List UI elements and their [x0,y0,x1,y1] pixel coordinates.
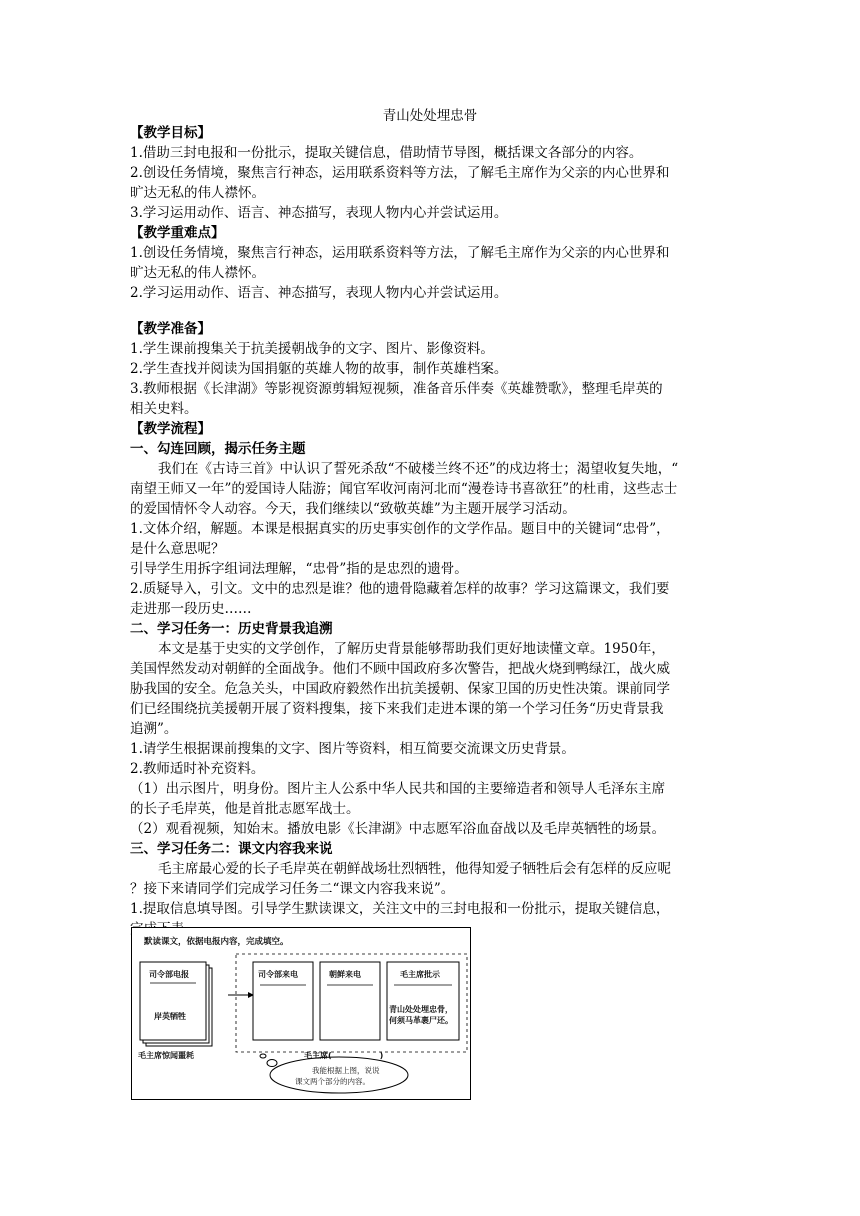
bubble-text-line2: 课文两个部分的内容。 [295,1077,370,1086]
text-line: 2.教师适时补充资料。 [130,761,265,777]
text-line: 2.质疑导入，引文。文中的忠烈是谁？他的遗骨隐藏着怎样的故事？学习这篇课文，我们要 [130,581,670,597]
text-line: （1）出示图片，明身份。图片主人公系中华人民共和国的主要缔造者和领导人毛泽东主席 [130,781,666,797]
text-line: 3.学习运用动作、语言、神态描写，表现人物内心并尝试运用。 [130,205,508,221]
plot-map-figure [131,927,471,1100]
section-heading: 【教学目标】 [130,125,211,141]
text-line: 2.学生查找并阅读为国捐躯的英雄人物的故事，制作英雄档案。 [130,361,508,377]
text-line: 毛主席最心爱的长子毛岸英在朝鲜战场壮烈牺牲，他得知爱子牺牲后会有怎样的反应呢 [158,861,671,877]
text-line: 1.创设任务情境，聚焦言行神态，运用联系资料等方法，了解毛主席作为父亲的内心世界和 [130,245,670,261]
caption-left: 毛主席惊闻噩耗 [138,1051,194,1060]
text-line: 们已经围绕抗美援朝开展了资料搜集，接下来我们走进本课的第一个学习任务“历史背景我 [130,701,664,717]
card4-body-line2: 何须马革裹尸还。 [389,1016,453,1025]
text-line: （2）观看视频，知始末。播放电影《长津湖》中志愿军浴血奋战以及毛岸英牺牲的场景。 [130,821,666,837]
text-line: 旷达无私的伟人襟怀。 [130,265,265,281]
figure-instruction: 默读课文，依据电报内容，完成填空。 [144,937,289,947]
text-line: 追溯”。 [130,721,178,737]
caption-mid: 毛主席( ) [304,1051,384,1060]
section-heading: 【教学重难点】 [130,225,225,241]
card1-title: 司令部电报 [149,970,189,979]
text-line: 本文是基于史实的文学创作，了解历史背景能够帮助我们更好地读懂文章。1950年， [158,641,665,657]
step-heading: 三、学习任务二：课文内容我来说 [130,841,333,857]
text-line: 的长子毛岸英，他是首批志愿军战士。 [130,801,360,817]
step-heading: 一、勾连回顾，揭示任务主题 [130,441,306,457]
step-heading: 二、学习任务一：历史背景我追溯 [130,621,333,637]
card4-body-line1: 青山处处埋忠骨， [389,1005,453,1014]
text-line: 1.文体介绍，解题。本课是根据真实的历史事实创作的文学作品。题目中的关键词“忠骨”， [130,521,670,537]
bubble-text-line1: 我能根据上图，说说 [312,1066,380,1075]
card1-body: 岸英牺牲 [154,1012,186,1021]
text-line: 是什么意思呢？ [130,541,225,557]
text-line: 2.学习运用动作、语言、神态描写，表现人物内心并尝试运用。 [130,285,508,301]
text-line: 旷达无私的伟人襟怀。 [130,185,265,201]
text-line: 南望王师又一年”的爱国诗人陆游；闻官军收河南河北而“漫卷诗书喜欲狂”的杜甫，这些志士 [130,481,678,497]
page-title: 青山处处埋忠骨 [382,108,478,124]
text-line: 的爱国情怀令人动容。今天，我们继续以“致敬英雄”为主题开展学习活动。 [130,501,576,517]
text-line: 引导学生用拆字组词法理解，“忠骨”指的是忠烈的遗骨。 [130,561,468,577]
text-line: 1.借助三封电报和一份批示，提取关键信息，借助情节导图，概括课文各部分的内容。 [130,145,643,161]
text-line: 1.提取信息填导图。引导学生默读课文，关注文中的三封电报和一份批示，提取关键信息， [130,901,670,917]
text-line: ？接下来请同学们完成学习任务二“课文内容我来说”。 [130,881,455,897]
text-line: 胁我国的安全。危急关头，中国政府毅然作出抗美援朝、保家卫国的历史性决策。课前同学 [130,681,670,697]
section-heading: 【教学流程】 [130,421,211,437]
text-line: 相关史料。 [130,401,198,417]
text-line: 1.学生课前搜集关于抗美援朝战争的文字、图片、影像资料。 [130,341,494,357]
card4-title: 毛主席批示 [400,970,440,979]
text-line: 美国悍然发动对朝鲜的全面战争。他们不顾中国政府多次警告，把战火烧到鸭绿江，战火威 [130,661,670,677]
card2-title: 司令部来电 [258,970,298,979]
card3-title: 朝鲜来电 [329,970,361,979]
text-line: 我们在《古诗三首》中认识了誓死杀敌“不破楼兰终不还”的戍边将士；渴望收复失地，“ [158,461,679,477]
text-line: 2.创设任务情境，聚焦言行神态，运用联系资料等方法，了解毛主席作为父亲的内心世界和 [130,165,670,181]
text-line: 走进那一段历史…… [130,601,252,617]
text-line: 1.请学生根据课前搜集的文字、图片等资料，相互简要交流课文历史背景。 [130,741,575,757]
section-heading: 【教学准备】 [130,321,211,337]
text-line: 3.教师根据《长津湖》等影视资源剪辑短视频，准备音乐伴奏《英雄赞歌》，整理毛岸英的 [130,381,663,397]
